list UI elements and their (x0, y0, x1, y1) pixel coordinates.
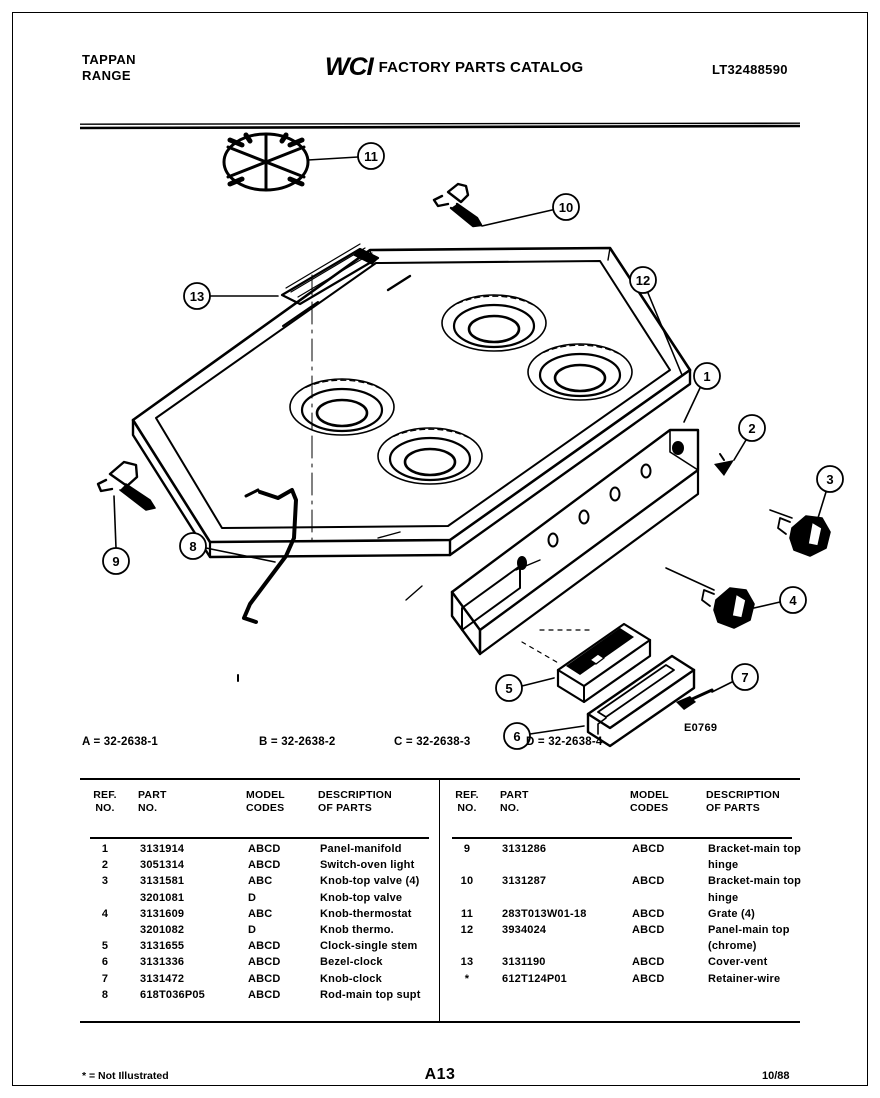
cell-ref-no: 13 (460, 956, 474, 969)
cell-model-codes: ABCD (632, 907, 665, 920)
table-row (80, 924, 439, 940)
cell-description: hinge (708, 859, 739, 872)
cell-part-no: 618T036P05 (140, 988, 205, 1001)
cell-ref-no: 11 (460, 907, 474, 920)
catalog-title: FACTORY PARTS CATALOG (378, 59, 584, 76)
model-code-a: A = 32-2638-1 (82, 736, 159, 748)
document-code: LT32488590 (712, 62, 788, 77)
cell-model-codes: ABCD (248, 972, 281, 985)
header-part-no: PART NO. (500, 789, 529, 814)
header-description: DESCRIPTION OF PARTS (706, 789, 780, 814)
cell-ref-no: 2 (101, 859, 109, 872)
parts-table (80, 778, 800, 1023)
cell-part-no: 3131914 (140, 843, 185, 855)
burner-well-left (290, 379, 394, 435)
cell-description: Clock-single stem (320, 940, 418, 953)
cell-part-no: 3131286 (502, 843, 547, 855)
cell-model-codes: ABCD (632, 875, 665, 888)
cell-part-no: 3131336 (140, 956, 185, 969)
cell-description: Knob-thermostat (320, 907, 412, 920)
parts-table-left (80, 780, 440, 1021)
cell-ref-no: 10 (460, 875, 474, 888)
cell-description: Panel-main top (708, 923, 790, 936)
cell-description: Knob thermo. (320, 923, 394, 936)
callout-12: 12 (635, 273, 651, 288)
cell-model-codes: ABCD (248, 940, 281, 953)
table-row (440, 892, 800, 908)
right-rows-container (440, 843, 800, 989)
wci-logo: WCI (324, 53, 373, 81)
part-grate (224, 134, 308, 190)
exploded-parts-diagram (70, 130, 834, 750)
cell-part-no: 3051314 (140, 859, 185, 872)
cell-model-codes: ABC (248, 907, 273, 920)
table-row (440, 973, 800, 989)
brand-name (82, 52, 136, 84)
table-row (440, 940, 800, 956)
cell-description: Cover-vent (708, 956, 768, 969)
model-code-d: D = 32-2638-4 (526, 736, 603, 748)
header-model-codes: MODEL CODES (246, 789, 285, 814)
callout-13: 13 (189, 289, 205, 304)
callout-2: 2 (748, 421, 756, 436)
callout-1: 1 (703, 369, 711, 384)
cell-part-no: 3201082 (140, 923, 185, 936)
table-row (80, 940, 439, 956)
cell-model-codes: ABCD (248, 843, 281, 855)
cell-description: (chrome) (708, 940, 757, 953)
header-divider (80, 123, 800, 130)
cell-model-codes: D (248, 923, 257, 936)
part-main-top-panel (133, 248, 690, 557)
brand-line-1: TAPPAN (82, 52, 136, 67)
table-row (80, 843, 439, 859)
table-row (440, 908, 800, 924)
cell-part-no: 3131655 (140, 940, 185, 953)
cell-part-no: 3201081 (140, 891, 185, 904)
cell-description: Knob-top valve (4) (320, 875, 420, 888)
cell-model-codes: ABCD (248, 956, 281, 969)
table-row (80, 908, 439, 924)
cell-description: Knob-clock (320, 972, 382, 985)
callout-11: 11 (364, 149, 378, 164)
cell-description: Bracket-main top (708, 875, 802, 888)
cell-ref-no: * (464, 972, 470, 985)
table-header-left (80, 789, 439, 829)
table-row (440, 956, 800, 972)
header-ref-no: REF. NO. (93, 789, 117, 814)
cell-model-codes: ABCD (632, 843, 665, 855)
cell-ref-no: 6 (101, 956, 109, 969)
callout-10: 10 (558, 200, 574, 215)
parts-table-right (440, 780, 800, 1021)
table-row (80, 875, 439, 891)
table-row (80, 892, 439, 908)
table-row (440, 924, 800, 940)
callout-4: 4 (789, 593, 797, 608)
cell-ref-no: 3 (101, 875, 109, 888)
cell-description: Bracket-main top (708, 843, 802, 855)
model-code-c: C = 32-2638-3 (394, 736, 471, 748)
burner-well-right (528, 344, 632, 400)
footnote-not-illustrated: * = Not Illustrated (82, 1070, 169, 1082)
part-bracket-hinge-upper (434, 184, 481, 226)
header-ref-no: REF. NO. (455, 789, 479, 814)
revision-date: 10/88 (762, 1070, 790, 1082)
part-switch-oven-light (714, 454, 734, 476)
cell-ref-no: 4 (101, 907, 109, 920)
cell-model-codes: ABCD (632, 956, 665, 969)
cell-description: Panel-manifold (320, 843, 402, 855)
cell-model-codes: ABCD (248, 988, 281, 1001)
callout-9: 9 (112, 554, 120, 569)
cell-ref-no: 5 (101, 940, 109, 953)
table-row (440, 859, 800, 875)
cell-part-no: 3131287 (502, 875, 547, 888)
part-knob-top-valve (778, 516, 830, 556)
cell-description: Rod-main top supt (320, 988, 421, 1001)
cell-model-codes: ABCD (248, 859, 281, 872)
left-rows-container (80, 843, 439, 1005)
burner-well-front (378, 428, 482, 484)
cell-part-no: 3131581 (140, 875, 185, 888)
cell-ref-no: 8 (101, 988, 109, 1001)
cell-part-no: 3131190 (502, 956, 546, 969)
table-row (440, 843, 800, 859)
part-knob-thermostat (702, 588, 754, 628)
cell-description: Retainer-wire (708, 972, 781, 985)
part-bezel-clock (588, 656, 694, 746)
cell-part-no: 283T013W01-18 (502, 907, 587, 920)
table-row (80, 973, 439, 989)
cell-part-no: 3131609 (140, 907, 185, 920)
cell-description: Switch-oven light (320, 859, 415, 872)
model-code-b: B = 32-2638-2 (259, 736, 336, 748)
table-row (80, 989, 439, 1005)
cell-ref-no: 1 (101, 843, 109, 855)
brand-line-2: RANGE (82, 68, 131, 83)
table-row (440, 875, 800, 891)
header-model-codes: MODEL CODES (630, 789, 669, 814)
catalog-header (326, 55, 583, 80)
cell-model-codes: ABCD (632, 972, 665, 985)
callout-5: 5 (505, 681, 513, 696)
cell-ref-no: 7 (101, 972, 109, 985)
cell-description: hinge (708, 891, 739, 904)
burner-well-rear-right (442, 295, 546, 351)
diagram-reference-code: E0769 (684, 722, 718, 734)
part-clock-single-stem (558, 624, 650, 702)
cell-model-codes: D (248, 891, 257, 904)
callout-6: 6 (513, 729, 521, 744)
cell-ref-no: 9 (463, 843, 471, 855)
cell-part-no: 612T124P01 (502, 972, 567, 985)
callout-3: 3 (826, 472, 834, 487)
callout-8: 8 (189, 539, 197, 554)
page-number: A13 (424, 1066, 456, 1083)
header-rule (452, 837, 792, 839)
part-bracket-hinge-lower (98, 462, 155, 510)
table-header-right (440, 789, 800, 829)
table-row (80, 956, 439, 972)
header-description: DESCRIPTION OF PARTS (318, 789, 392, 814)
cell-part-no: 3131472 (140, 972, 185, 985)
cell-model-codes: ABCD (632, 923, 665, 936)
cell-description: Knob-top valve (320, 891, 403, 904)
table-row (80, 859, 439, 875)
cell-description: Grate (4) (708, 907, 756, 920)
cell-ref-no: 12 (460, 923, 474, 936)
callout-7: 7 (741, 670, 749, 685)
header-rule (90, 837, 429, 839)
cell-description: Bezel-clock (320, 956, 383, 969)
part-knob-clock (676, 690, 712, 710)
header-part-no: PART NO. (138, 789, 167, 814)
cell-model-codes: ABC (248, 875, 273, 888)
cell-part-no: 3934024 (502, 923, 547, 936)
